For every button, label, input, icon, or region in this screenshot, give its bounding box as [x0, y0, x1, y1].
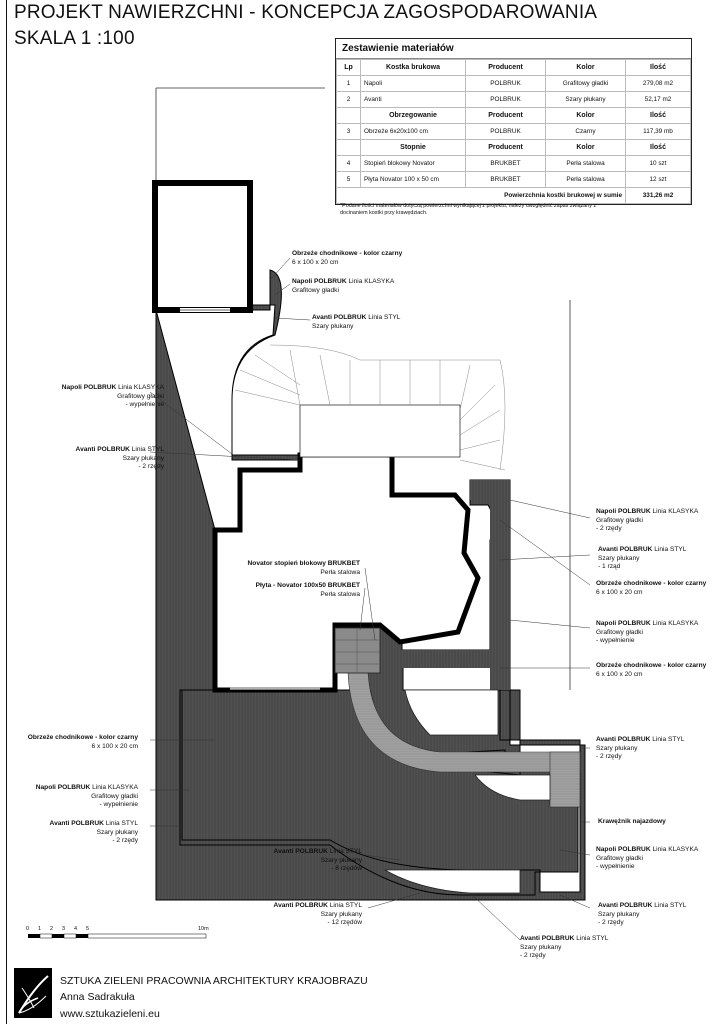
materials-header-cell: Ilość: [626, 60, 691, 76]
materials-header-cell: Producent: [466, 140, 546, 156]
materials-cell: 3: [337, 124, 361, 140]
materials-cell: BRUKBET: [466, 156, 546, 172]
studio-name: SZTUKA ZIELENI PRACOWNIA ARCHITEKTURY KRAJOBRAZU: [60, 975, 368, 987]
materials-cell: 4: [337, 156, 361, 172]
materials-header-cell: Ilość: [626, 108, 691, 124]
materials-cell: Obrzeże 6x20x100 cm: [361, 124, 466, 140]
callout-novator-step: Novator stopień blokowy BRUKBET Perła stalowa: [247, 560, 360, 576]
drawing-title: PROJEKT NAWIERZCHNI - KONCEPCJA ZAGOSPODAROWANIA: [14, 2, 598, 23]
studio-logo: [14, 968, 52, 1018]
studio-website[interactable]: www.sztukazieleni.eu: [60, 1007, 160, 1020]
materials-cell: POLBRUK: [466, 92, 546, 108]
materials-cell: Napoli: [361, 76, 466, 92]
callout-napoli-right-3: Napoli POLBRUK Linia KLASYKA Grafitowy gładki - wypełnienie: [596, 846, 699, 871]
callout-avanti-bottom: Avanti POLBRUK Linia STYL Szary płukany - 2 rzędy: [520, 935, 609, 960]
scale-tick-5: 5: [86, 926, 90, 932]
materials-header-cell: Kolor: [546, 140, 626, 156]
entrance-steps: [335, 628, 380, 673]
materials-cell: 1: [337, 76, 361, 92]
drawing-scale: SKALA 1 :100: [14, 28, 135, 49]
materials-header-cell: Stopnie: [361, 140, 466, 156]
scale-tick-1: 1: [38, 926, 42, 932]
scale-bar: [28, 934, 206, 938]
designer-name: Anna Sadrakuła: [60, 991, 135, 1004]
callout-avanti-12: Avanti POLBRUK Linia STYL Szary płukany - 12 rzędów: [273, 902, 362, 927]
materials-cell: 117,39 mb: [626, 124, 691, 140]
garage: [155, 183, 250, 310]
materials-cell: Perła stalowa: [546, 156, 626, 172]
materials-header-cell: Producent: [466, 60, 546, 76]
callout-napoli-right-2: Napoli POLBRUK Linia KLASYKA Grafitowy gładki - wypełnienie: [596, 620, 699, 645]
materials-cell: Płyta Novator 100 x 50 cm: [361, 172, 466, 188]
materials-cell: Szary płukany: [546, 92, 626, 108]
materials-footnote: *Podane ilości materiałów dotyczą powierzchni wynikającej z projektu, należy uwzględnić zapas związany z docinaniem kostki przy krawędziach.: [340, 203, 597, 216]
callout-avanti-right-3: Avanti POLBRUK Linia STYL Szary płukany - 2 rzędy: [598, 902, 687, 927]
callout-edging-right-2: Obrzeże chodnikowe - kolor czarny 6 x 100 x 20 cm: [596, 662, 707, 678]
materials-cell: Czarny: [546, 124, 626, 140]
callout-avanti-left: Avanti POLBRUK Linia STYL Szary płukany - 2 rzędy: [75, 446, 164, 471]
callout-novator-plate: Płyta - Novator 100x50 BRUKBET Perła stalowa: [255, 582, 360, 598]
callout-edging-right-1: Obrzeże chodnikowe - kolor czarny 6 x 100 x 20 cm: [596, 580, 707, 596]
scale-tick-4: 4: [74, 926, 78, 932]
terrace: [300, 405, 460, 457]
callout-napoli-top: Napoli POLBRUK Linia KLASYKA Grafitowy gładki: [292, 278, 395, 294]
materials-cell: 12 szt: [626, 172, 691, 188]
callout-edging-left: Obrzeże chodnikowe - kolor czarny 6 x 100 x 20 cm: [27, 734, 138, 750]
materials-header-cell: Ilość: [626, 140, 691, 156]
studio-info: [60, 973, 368, 1022]
materials-header-cell: Kolor: [546, 60, 626, 76]
materials-cell: POLBRUK: [466, 76, 546, 92]
callout-avanti-right-2: Avanti POLBRUK Linia STYL Szary płukany - 2 rzędy: [596, 736, 685, 761]
materials-cell: POLBRUK: [466, 124, 546, 140]
materials-cell: 279,08 m2: [626, 76, 691, 92]
scale-tick-3: 3: [62, 926, 66, 932]
scale-tick-0: 0: [26, 926, 30, 932]
callout-napoli-left: Napoli POLBRUK Linia KLASYKA Grafitowy gładki - wypełnienie: [61, 384, 164, 409]
materials-header-cell: Kostka brukowa: [361, 60, 466, 76]
callout-avanti-right-1: Avanti POLBRUK Linia STYL Szary płukany - 1 rząd: [598, 546, 687, 571]
materials-sum-label: Powierzchnia kostki brukowej w sumie: [337, 188, 626, 204]
materials-cell: 10 szt: [626, 156, 691, 172]
callout-avanti-left-2: Avanti POLBRUK Linia STYL Szary płukany - 2 rzędy: [49, 820, 138, 845]
materials-cell: 2: [337, 92, 361, 108]
materials-table-title: Zestawienie materiałów: [336, 39, 691, 59]
materials-header-cell: Kolor: [546, 108, 626, 124]
callout-edging-top: Obrzeże chodnikowe - kolor czarny 6 x 100 x 20 cm: [292, 250, 403, 266]
materials-cell: Grafitowy gładki: [546, 76, 626, 92]
materials-cell: Perła stalowa: [546, 172, 626, 188]
materials-header-cell: Producent: [466, 108, 546, 124]
callout-avanti-top: Avanti POLBRUK Linia STYL Szary płukany: [312, 314, 401, 330]
callout-napoli-right-1: Napoli POLBRUK Linia KLASYKA Grafitowy gładki - 2 rzędy: [596, 508, 699, 533]
callout-napoli-left-2: Napoli POLBRUK Linia KLASYKA Grafitowy gładki - wypełnienie: [35, 784, 138, 809]
materials-cell: Stopień blokowy Novator: [361, 156, 466, 172]
materials-header-cell: Obrzegowanie: [361, 108, 466, 124]
callout-curb: Krawężnik najazdowy: [598, 818, 666, 825]
materials-cell: 5: [337, 172, 361, 188]
materials-cell: Avanti: [361, 92, 466, 108]
scale-tick-10m: 10m: [198, 926, 209, 932]
materials-header-cell: Lp: [337, 60, 361, 76]
materials-sum-value: 331,26 m2: [626, 188, 691, 204]
materials-cell: 52,17 m2: [626, 92, 691, 108]
materials-cell: BRUKBET: [466, 172, 546, 188]
callout-avanti-8: Avanti POLBRUK Linia STYL Szary płukany - 8 rzędów: [273, 848, 362, 873]
scale-tick-2: 2: [50, 926, 54, 932]
